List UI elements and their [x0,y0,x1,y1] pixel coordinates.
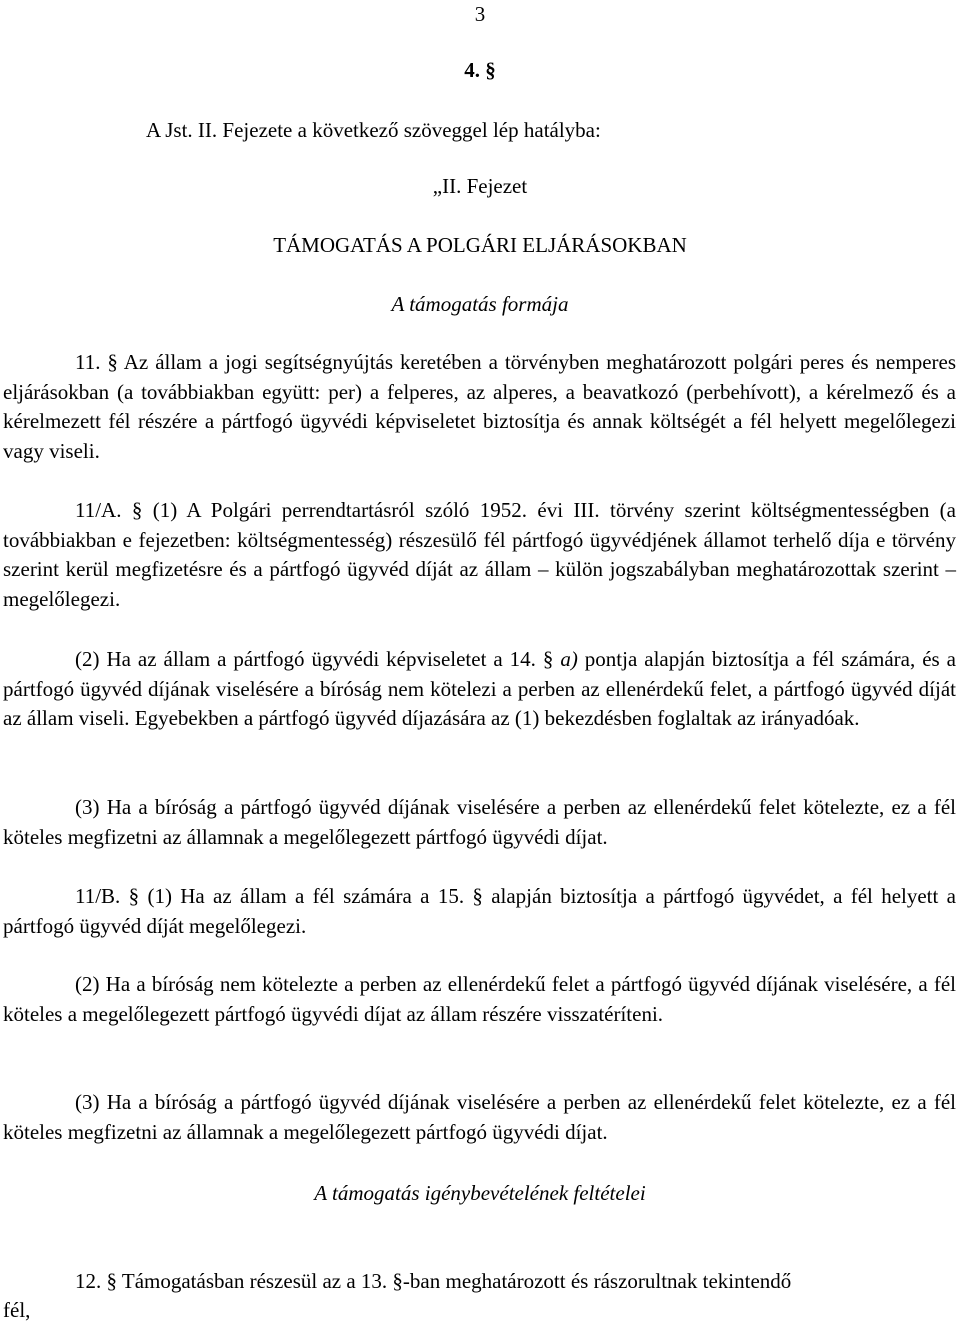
chapter-title: TÁMOGATÁS A POLGÁRI ELJÁRÁSOKBAN [273,233,687,257]
page-number: 3 [474,2,486,26]
paragraph-11B-1: 11/B. § (1) Ha az állam a fél számára a 15. § alapján biztosítja a pártfogó ügyvédet, a fél helyett a pártfogó ügyvéd díját megelőlegezi. [3,884,956,938]
paragraph-11A-3: (3) Ha a bíróság a pártfogó ügyvéd díjának viselésére a perben az ellenérdekű felet kötelezte, ez a fél köteles megfizetni az államnak a megelőlegezett pártfogó ügyvédi díjat. [3,795,956,849]
section-heading: 4. § [464,58,496,82]
paragraph-12-continuation: fél, [3,1298,31,1322]
paragraph-11A-1: 11/A. § (1) A Polgári perrendtartásról szóló 1952. évi III. törvény szerint költségmentességben (a továbbiakban e fejezetben: költségmentesség) részesülő fél pártfogó ügyvédjének államot terhelő díja e törvény szerint kerül megfizetésre és a pártfogó ügyvéd díját az állam – külön jogszabályban meghatározottak szerint – megelőlegezi. [3,498,956,611]
subtitle-form: A támogatás formája [391,292,569,316]
paragraph-11: 11. § Az állam a jogi segítségnyújtás keretében a törvényben meghatározott polgári peres és nemperes eljárásokban (a továbbiakban együtt: per) a felperes, az alperes, a beavatkozó (perbehívott), a kérelmező és a kérelmezett fél részére a pártfogó ügyvédi képviseletet biztosítja és annak költségét a fél helyett megelőlegezi vagy viseli. [3,350,956,463]
paragraph-12: 12. § Támogatásban részesül az a 13. §-ban meghatározott és rászorultnak tekintendő [75,1269,792,1293]
subtitle-conditions: A támogatás igénybevételének feltételei [314,1181,646,1205]
paragraph-11B-2: (2) Ha a bíróság nem kötelezte a perben az ellenérdekű felet a pártfogó ügyvéd díjának viselésére, a fél köteles a megelőlegezett pártfogó ügyvédi díjat az állam részére visszatéríteni. [3,972,956,1026]
paragraph-11A-2-start: (2) Ha az állam a pártfogó ügyvédi képviseletet a 14. § [75,647,561,671]
point-a-ref: a) [560,647,578,671]
paragraph-11A-2 [3,645,956,734]
chapter-label: „II. Fejezet [432,174,528,198]
paragraph-11A-2-end: pontja alapján biztosítja a fél számára, és a pártfogó ügyvéd díjának viselésére a bíróság nem kötelezi a perben az ellenérdekű felet, a pártfogó ügyvéd díját az állam viseli. Egyebekben a pártfogó ügyvéd díjazására az (1) bekezdésben foglaltak az irányadóak. [3,647,956,730]
intro-text: A Jst. II. Fejezete a következő szöveggel lép hatályba: [146,118,601,142]
paragraph-11B-3: (3) Ha a bíróság a pártfogó ügyvéd díjának viselésére a perben az ellenérdekű felet kötelezte, ez a fél köteles megfizetni az államnak a megelőlegezett pártfogó ügyvédi díjat. [3,1090,956,1144]
